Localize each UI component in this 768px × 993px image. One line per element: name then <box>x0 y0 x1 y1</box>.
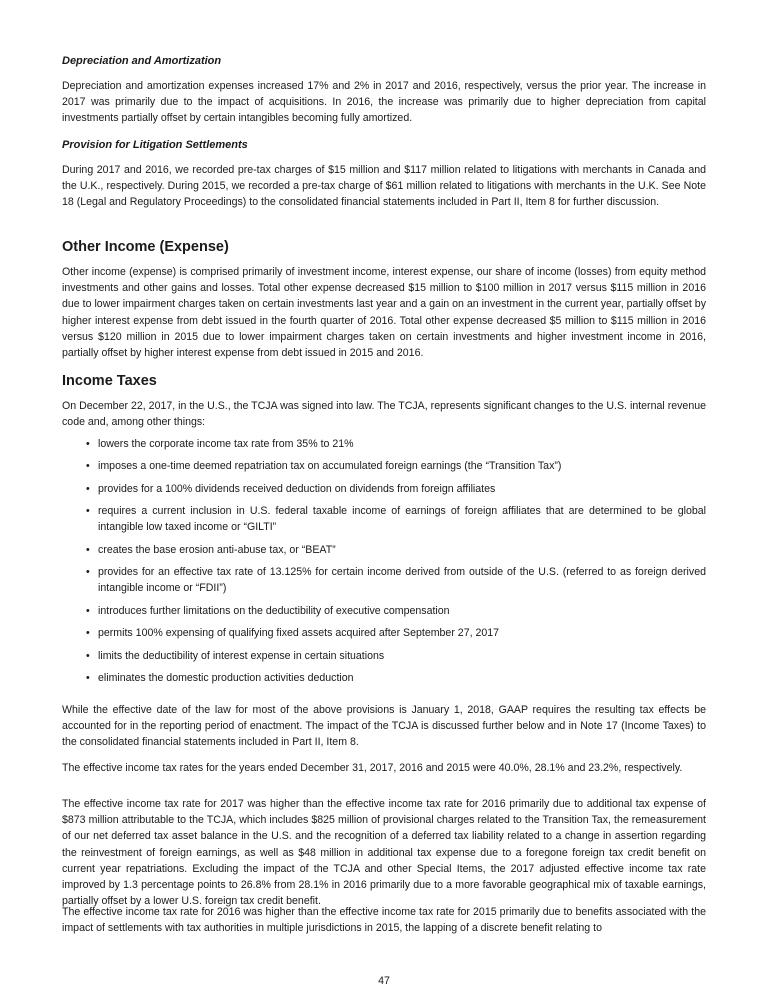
tcja-provisions-list <box>62 436 706 692</box>
list-item-text: provides for an effective tax rate of 13.125% for certain income derived from outside of the U.S. (referred to as foreign derived intangible income or “FDII”) <box>98 566 706 595</box>
effective-date-paragraph: While the effective date of the law for most of the above provisions is January 1, 2018, GAAP requires the resulting tax effects be accounted for in the reporting period of enactment. The impact of the TCJA is discussed further below and in Note 17 (Income Taxes) to the consolidated financial statements included in Part II, Item 8. <box>62 704 706 749</box>
list-item-text: lowers the corporate income tax rate from 35% to 21% <box>98 438 354 450</box>
list-item <box>62 564 706 596</box>
list-item-text: eliminates the domestic production activities deduction <box>98 671 354 684</box>
list-item <box>62 458 706 474</box>
other-income-heading: Other Income (Expense) <box>62 239 229 255</box>
depreciation-heading: Depreciation and Amortization <box>62 55 222 67</box>
list-item <box>62 481 706 497</box>
rate-2016-paragraph: The effective income tax rate for 2016 was higher than the effective income tax rate for 2015 primarily due to benefits associated with the impact of settlements with tax authorities in multiple jurisdictions in 2015, the lapping of a discrete benefit relating to <box>62 906 706 935</box>
bullet-icon: • <box>86 566 90 579</box>
list-item <box>62 436 706 452</box>
list-item-text: requires a current inclusion in U.S. federal taxable income of earnings of foreign affiliates that are determined to be global intangible low taxed income or “GILTI” <box>98 505 706 534</box>
list-item <box>62 648 706 664</box>
bullet-icon: • <box>86 482 90 495</box>
list-item <box>62 503 706 535</box>
other-income-paragraph: Other income (expense) is comprised primarily of investment income, interest expense, our share of income (losses) from equity method investments and other gains and losses. Total other expense decreased $15 million to $100 million in 2017 versus $115 million in 2016 due to lower impairment charges taken on certain investments last year and a gain on an investment in the current year, partially offset by higher interest expense from debt issued in the fourth quarter of 2016. Total other expense decreased $5 million to $115 million in 2016 versus $120 million in 2015 due to lower impairment charges taken on certain investments and higher investment income in 2016, partially offset by higher interest expense from debt issued in 2015 and 2016. <box>62 266 706 360</box>
bullet-icon: • <box>86 671 90 684</box>
bullet-icon: • <box>86 649 90 662</box>
list-item-text: introduces further limitations on the deductibility of executive compensation <box>98 604 450 617</box>
bullet-icon: • <box>86 604 90 617</box>
litigation-paragraph: During 2017 and 2016, we recorded pre-tax charges of $15 million and $117 million related to litigations with merchants in Canada and the U.K., respectively. During 2015, we recorded a pre-tax charge of $61 million related to litigations with merchants in the U.K. See Note 18 (Legal and Regulatory Proceedings) to the consolidated financial statements included in Part II, Item 8 for further discussion. <box>62 164 706 209</box>
income-taxes-intro: On December 22, 2017, in the U.S., the TCJA was signed into law. The TCJA, represents significant changes to the U.S. internal revenue code and, among other things: <box>62 400 706 429</box>
list-item-text: limits the deductibility of interest expense in certain situations <box>98 649 385 662</box>
page-number: 47 <box>378 975 390 987</box>
bullet-icon: • <box>86 460 90 473</box>
list-item <box>62 603 706 619</box>
list-item-text: imposes a one-time deemed repatriation tax on accumulated foreign earnings (the “Transition Tax”) <box>98 460 562 473</box>
list-item <box>62 670 706 686</box>
list-item <box>62 542 706 558</box>
income-taxes-heading: Income Taxes <box>62 373 157 389</box>
bullet-icon: • <box>86 505 90 518</box>
bullet-icon: • <box>86 438 90 450</box>
list-item-text: creates the base erosion anti-abuse tax, or “BEAT” <box>98 543 336 556</box>
list-item-text: permits 100% expensing of qualifying fixed assets acquired after September 27, 2017 <box>98 627 500 640</box>
bullet-icon: • <box>86 627 90 640</box>
bullet-icon: • <box>86 543 90 556</box>
list-item <box>62 625 706 641</box>
rate-2017-paragraph: The effective income tax rate for 2017 was higher than the effective income tax rate for 2016 primarily due to additional tax expense of $873 million attributable to the TCJA, which includes $825 million of provisional charges related to the Transition Tax, the remeasurement of our net deferred tax asset balance in the U.S. and the recognition of a deferred tax liability related to a change in assertion regarding the reinvestment of foreign earnings, as well as $48 million in additional tax expense due to a foregone foreign tax credit benefit on current year repatriations. Excluding the impact of the TCJA and other Special Items, the 2017 adjusted effective income tax rate improved by 1.3 percentage points to 26.8% from 28.1% in 2016 primarily due to a more favorable geographical mix of taxable earnings, partially offset by a lower U.S. foreign tax credit benefit. <box>62 798 706 908</box>
depreciation-paragraph: Depreciation and amortization expenses increased 17% and 2% in 2017 and 2016, respectively, versus the prior year. The increase in 2017 was primarily due to the impact of acquisitions. In 2016, the increase was primarily due to higher depreciation from capital investments partially offset by certain intangibles becoming fully amortized. <box>62 80 706 125</box>
litigation-heading: Provision for Litigation Settlements <box>62 139 248 151</box>
list-item-text: provides for a 100% dividends received deduction on dividends from foreign affiliates <box>98 482 496 495</box>
effective-rates-paragraph: The effective income tax rates for the years ended December 31, 2017, 2016 and 2015 were 40.0%, 28.1% and 23.2%, respectively. <box>62 762 683 774</box>
